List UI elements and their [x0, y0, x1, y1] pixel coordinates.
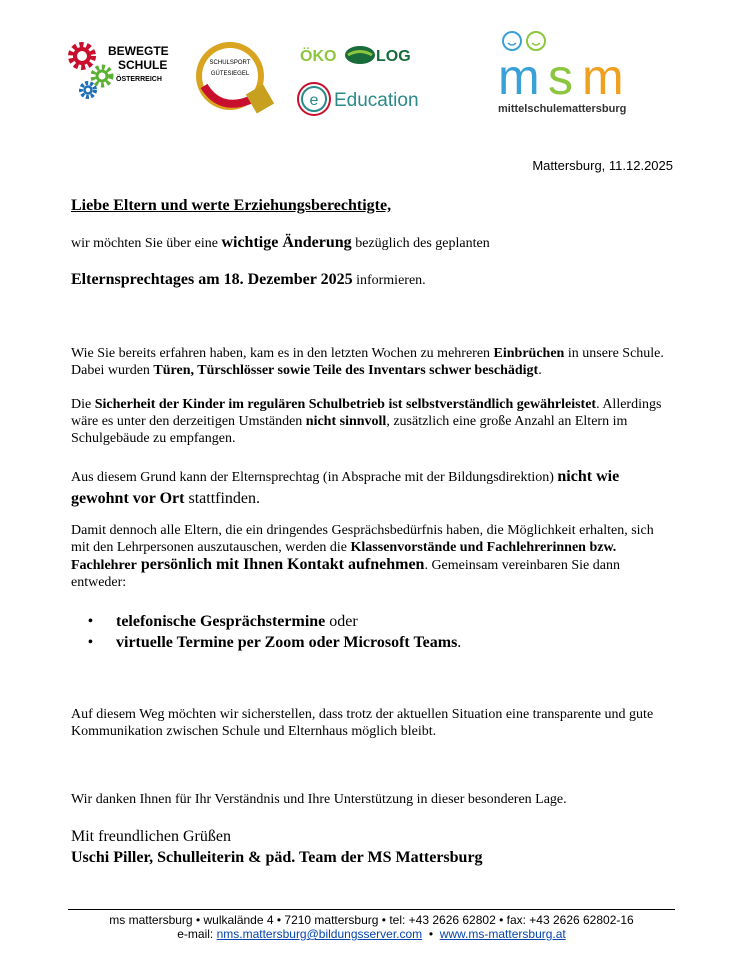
- salutation: Liebe Eltern und werte Erziehungsberechtigte,: [71, 197, 392, 214]
- e-circle-icon: [298, 83, 330, 115]
- msm-letter-s: s: [548, 49, 573, 105]
- seal-subtitle: GÜTESIEGEL: [210, 71, 250, 77]
- paragraph-safety: Die Sicherheit der Kinder im regulären Schulbetrieb ist selbstverständlich gewährleistet. Allerdings wäre es unter den derzeitigen Umständen nicht sinnvoll, zusätzlich eine große Anzahl an Eltern im Schulgebäude zu empfangen.: [71, 397, 662, 446]
- msm-letter-m1: m: [498, 49, 540, 105]
- closing-greeting: Mit freundlichen Grüßen: [71, 828, 231, 845]
- email-link[interactable]: nms.mattersburg@bildungsserver.com: [216, 927, 423, 941]
- log-text: LOG: [376, 48, 411, 65]
- footer-address: ms mattersburg • wulkalände 4 • 7210 mattersburg • tel: +43 2626 62802 • fax: +43 2626 62802-16: [109, 913, 634, 927]
- oekolog-logo: [298, 44, 448, 66]
- paragraph-event: Elternsprechtages am 18. Dezember 2025 informieren.: [71, 271, 426, 288]
- logo-text-line1: BEWEGTE: [108, 44, 169, 58]
- footer: [68, 913, 675, 941]
- website-link[interactable]: www.ms-mattersburg.at: [439, 927, 566, 941]
- paragraph-contact: Damit dennoch alle Eltern, die ein dringendes Gesprächsbedürfnis haben, die Möglichkeit erhalten, sich mit den Lehrpersonen auszutauschen, werden die Klassenvorstände und Fachlehrerinnen bzw. Fachlehrer persönlich mit Ihnen Kontakt aufnehmen. Gemeinsam vereinbaren Sie dann entweder:: [71, 523, 654, 590]
- schulsport-guetesiegel-logo: [190, 34, 276, 120]
- eeducation-logo: [296, 80, 446, 118]
- options-list: [88, 611, 461, 653]
- list-item: • telefonische Gesprächstermine oder: [88, 611, 461, 632]
- gear-green-icon: [93, 67, 111, 85]
- footer-contact: e-mail: nms.mattersburg@bildungsserver.com • www.ms-mattersburg.at: [177, 927, 566, 941]
- bewegte-schule-logo: [66, 38, 186, 104]
- paragraph-assurance: Auf diesem Weg möchten wir sicherstellen, dass trotz der aktuellen Situation eine transparente und gute Kommunikation zwischen Schule und Elternhaus möglich bleibt.: [71, 707, 654, 739]
- msm-logo: [498, 28, 660, 118]
- oeko-text: ÖKO: [300, 48, 337, 65]
- svg-text:e: e: [309, 92, 319, 109]
- msm-school-name: mittelschulemattersburg: [498, 103, 627, 115]
- paragraph-decision: Aus diesem Grund kann der Elternsprechtag (in Absprache mit der Bildungsdirektion) nicht wie gewohnt vor Ort stattfinden.: [71, 468, 620, 507]
- logo-text-line2: SCHULE: [118, 58, 168, 72]
- letter-date: Mattersburg, 11.12.2025: [532, 158, 673, 173]
- msm-letter-m2: m: [582, 49, 624, 105]
- seal-title: SCHULSPORT: [209, 60, 251, 66]
- education-text: Education: [334, 90, 419, 111]
- closing-block: [71, 826, 671, 868]
- paragraph-intro: wir möchten Sie über eine wichtige Änderung bezüglich des geplanten: [71, 234, 490, 251]
- logo-text-line3: ÖSTERREICH: [116, 76, 162, 83]
- gear-red-icon: [71, 45, 93, 67]
- kids-faces-icon: [503, 32, 545, 50]
- list-item: • virtuelle Termine per Zoom oder Microsoft Teams.: [88, 632, 461, 653]
- paragraph-burglary: Wie Sie bereits erfahren haben, kam es in den letzten Wochen zu mehreren Einbrüchen in unsere Schule. Dabei wurden Türen, Türschlösser sowie Teile des Inventars schwer beschädigt.: [71, 346, 664, 378]
- footer-divider: [68, 909, 675, 910]
- gear-blue-icon: [81, 83, 95, 97]
- leaf-icon: [345, 46, 375, 64]
- closing-signature: Uschi Piller, Schulleiterin & päd. Team der MS Mattersburg: [71, 849, 483, 866]
- paragraph-thanks: Wir danken Ihnen für Ihr Verständnis und Ihre Unterstützung in dieser besonderen Lage.: [71, 792, 567, 807]
